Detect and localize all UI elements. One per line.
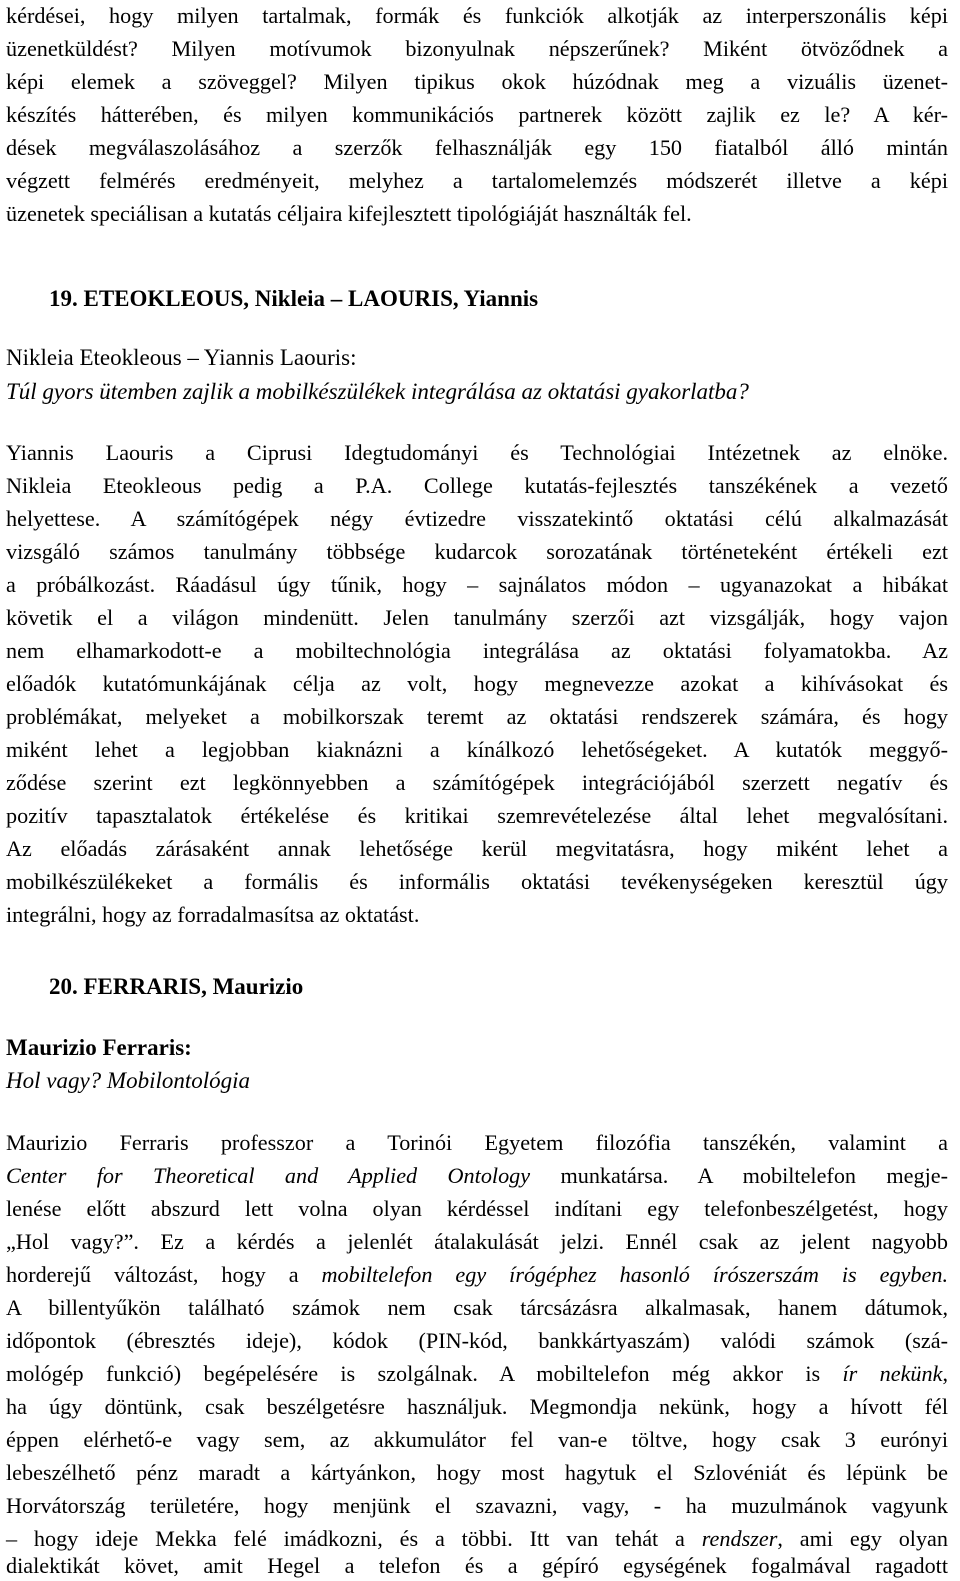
emphasis-text: rendszer (701, 1526, 778, 1551)
text-line: dialektikát követ, amit Hegel a telefon és a gépíró egységének fogalmával ragadott (6, 1553, 948, 1578)
text-line: dések megválaszolásához a szerzők felhasználják egy 150 fiatalból álló mintán (6, 135, 948, 160)
text-line: A billentyűkön található számok nem csak tárcsázásra alkalmasak, hanem dátumok, (6, 1295, 948, 1320)
text-line: ződése szerint ezt legkönnyebben a számítógépek integrációjából szerzett negatív és (6, 770, 948, 795)
text-line: üzenetküldést? Milyen motívumok bizonyulnak népszerűnek? Miként ötvöződnek a (6, 36, 948, 61)
text-line: miként lehet a legjobban kiaknázni a kínálkozó lehetőségeket. A kutatók meggyő- (6, 737, 948, 762)
section-19-heading: 19. ETEOKLEOUS, Nikleia – LAOURIS, Yiannis (49, 286, 539, 311)
text-span: – hogy ideje Mekka felé imádkozni, és a többi. Itt van tehát a (6, 1526, 702, 1551)
institute-name: Center for Theoretical and Applied Ontology (6, 1163, 531, 1188)
text-line: végzett felmérés eredményeit, melyhez a tartalomelemzés módszerét illetve a képi (6, 168, 948, 193)
text-line: időpontok (ébresztés ideje), kódok (PIN-kód, bankkártyaszám) valódi számok (szá- (6, 1328, 948, 1353)
text-line: problémákat, melyeket a mobilkorszak teremt az oktatási rendszerek számára, és hogy (6, 704, 948, 729)
text-line: a próbálkozást. Ráadásul úgy tűnik, hogy – sajnálatos módon – ugyanazokat a hibákat (6, 572, 948, 597)
text-line: mobilkészülékeket a formális és informális oktatási tevékenységeken keresztül úgy (6, 869, 948, 894)
text-line: nem elhamarkodott-e a mobiltechnológia integrálása az oktatási folyamatokba. Az (6, 638, 948, 663)
emphasis-text: mobiltelefon egy írógéphez hasonló írószerszám is egyben. (321, 1262, 948, 1287)
text-line: integrálni, hogy az forradalmasítsa az oktatást. (6, 902, 420, 927)
emphasis-text: ír nekünk (842, 1361, 943, 1386)
text-line: Yiannis Laouris a Ciprusi Idegtudományi és Technológiai Intézetnek az elnöke. (6, 440, 948, 465)
section-20-heading: 20. FERRARIS, Maurizio (49, 974, 304, 999)
text-line: Maurizio Ferraris professzor a Torinói Egyetem filozófia tanszékén, valamint a (6, 1130, 948, 1155)
text-line: vizsgáló számos tanulmány többsége kudarcok sorozatának történeteként értékeli ezt (6, 539, 948, 564)
text-line: ha úgy döntünk, csak beszélgetésre használjuk. Megmondja nekünk, hogy a hívott fél (6, 1394, 948, 1419)
text-line: „Hol vagy?”. Ez a kérdés a jelenlét átalakulását jelzi. Ennél csak az jelent nagyobb (6, 1229, 948, 1254)
text-line: Nikleia Eteokleous pedig a P.A. College kutatás-fejlesztés tanszékének a vezető (6, 473, 948, 498)
text-line (6, 1259, 948, 1290)
section-20-authors: Maurizio Ferraris: (6, 1035, 192, 1060)
text-line: követik el a világon mindenütt. Jelen tanulmány szerzői azt vizsgálják, hogy vajon (6, 605, 948, 630)
text-line: lebeszélhető pénz maradt a kártyánkon, hogy most hagytuk el Szlovéniát és lépünk be (6, 1460, 948, 1485)
text-line: helyettese. A számítógépek négy évtizedre visszatekintő oktatási célú alkalmazását (6, 506, 948, 531)
section-19-title: Túl gyors ütemben zajlik a mobilkészülékek integrálása az oktatási gyakorlatba? (6, 379, 749, 404)
text-line: Az előadás zárásaként annak lehetősége kerül megvitatásra, hogy miként lehet a (6, 836, 948, 861)
text-line (6, 1160, 948, 1191)
section-19-authors: Nikleia Eteokleous – Yiannis Laouris: (6, 345, 357, 370)
text-line: képi elemek a szöveggel? Milyen tipikus okok húzódnak meg a vizuális üzenet- (6, 69, 948, 94)
section-20-title (6, 1065, 250, 1096)
text-span: , (942, 1361, 948, 1386)
text-line: Horvátország területére, hogy menjünk el szavazni, vagy, - ha muzulmánok vagyunk (6, 1493, 948, 1518)
text-line: lenése előtt abszurd lett volna olyan kérdéssel indítani egy telefonbeszélgetést, hogy (6, 1196, 948, 1221)
text-line: éppen elérhető-e vagy sem, az akkumulátor fel van-e töltve, hogy csak 3 eurónyi (6, 1427, 948, 1452)
section-20-title-text: Hol vagy? Mobilontológia (6, 1068, 251, 1093)
text-line: pozitív tapasztalatok értékelése és kritikai szemrevételezése által lehet megvalósítani. (6, 803, 948, 828)
text-line: üzenetek speciálisan a kutatás céljaira kifejlesztett tipológiáját használták fel. (6, 201, 692, 226)
text-line: kérdései, hogy milyen tartalmak, formák és funkciók alkotják az interperszonális képi (6, 3, 948, 28)
text-line (6, 1358, 948, 1389)
text-span: , ami egy olyan (777, 1526, 948, 1551)
text-span: munkatársa. A mobiltelefon megje- (530, 1163, 948, 1188)
text-span: horderejű változást, hogy a (6, 1262, 322, 1287)
text-line: készítés hátterében, és milyen kommunikációs partnerek között zajlik ez le? A kér- (6, 102, 948, 127)
text-span: mológép funkció) begépelésére is szolgálnak. A mobiltelefon még akkor is (6, 1361, 843, 1386)
text-line: előadók kutatómunkájának célja az volt, hogy megnevezze azokat a kihívásokat és (6, 671, 948, 696)
